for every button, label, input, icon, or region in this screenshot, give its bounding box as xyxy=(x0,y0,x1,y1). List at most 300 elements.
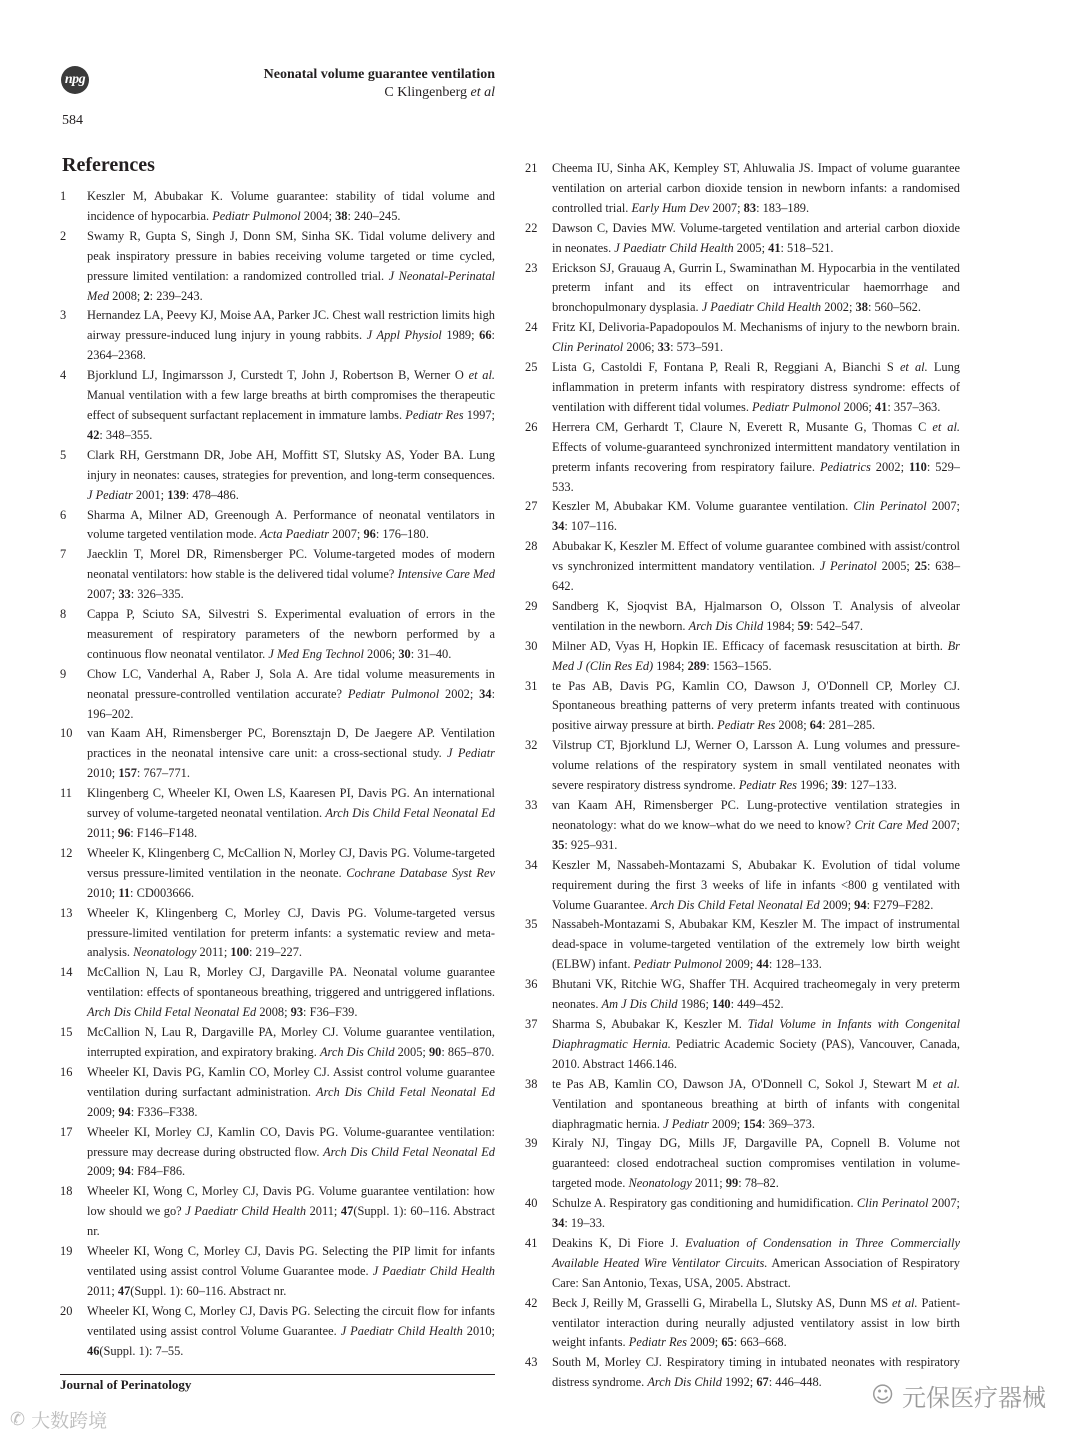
reference-segment: 2008; xyxy=(256,1005,291,1020)
reference-text xyxy=(552,497,960,537)
reference-text xyxy=(87,904,495,964)
reference-italic: J Pediatr xyxy=(663,1116,709,1131)
reference-text xyxy=(552,915,960,975)
reference-italic: J Perinatol xyxy=(819,559,877,574)
reference-volume: 140 xyxy=(712,997,731,1012)
reference-italic: et al. xyxy=(892,1295,918,1310)
references-right-column xyxy=(525,159,960,1393)
reference-text xyxy=(87,1063,495,1123)
watermark-right-text: 元保医疗器械 xyxy=(902,1384,1046,1412)
weibo-icon: ✆ xyxy=(10,1409,26,1430)
reference-volume: 47 xyxy=(340,1204,354,1219)
reference-segment: Milner AD, Vyas H, Hopkin IE. Efficacy of facemask resuscitation at birth. xyxy=(552,638,948,653)
reference-segment: Deakins K, Di Fiore J. xyxy=(552,1235,686,1250)
reference-segment: : 2364–2368. xyxy=(87,328,495,363)
npg-logo: npg xyxy=(61,66,89,94)
reference-number: 43 xyxy=(525,1355,538,1370)
reference-text xyxy=(552,597,960,637)
reference-number: 26 xyxy=(525,419,538,434)
reference-italic: Clin Perinatol xyxy=(552,340,624,355)
reference-text xyxy=(87,1023,495,1063)
reference-number: 1 xyxy=(60,189,67,203)
reference-text xyxy=(552,1194,960,1234)
reference-italic: Pediatr Pulmonol xyxy=(347,686,440,701)
reference-segment: : 529–533. xyxy=(552,459,961,494)
reference-text xyxy=(87,605,495,665)
section-title: References xyxy=(62,154,155,176)
reference-segment: : 542–547. xyxy=(810,618,864,633)
reference-segment: Fritz KI, Delivoria-Papadopoulos M. Mechanisms of injury to the newborn brain. xyxy=(552,320,960,335)
reference-segment: 1992; xyxy=(721,1375,757,1390)
reference-segment: : 865–870. xyxy=(441,1044,495,1059)
reference-segment: Wheeler KI, Morley CJ, Kamlin CO, Davis PG. Volume-guarantee ventilation: pressure may decrease during obstructed flow. xyxy=(87,1124,495,1159)
reference-number: 7 xyxy=(60,547,67,562)
reference-italic: Arch Dis Child xyxy=(647,1375,722,1390)
reference-italic: Pediatr Pulmonol xyxy=(752,399,841,414)
reference-volume: 157 xyxy=(118,766,137,781)
reference-segment: van Kaam AH, Rimensberger PC. Lung-protective ventilation strategies in neonatology: what do we know–what do we need to know? xyxy=(552,798,960,832)
reference-segment: 2007; xyxy=(928,1196,960,1211)
reference-segment: 2011; xyxy=(87,826,118,840)
reference-segment: Klingenberg C, Wheeler KI, Owen LS, Kaaresen PI, Davis PG. An international survey of volume-targeted neonatal ventilation. xyxy=(87,786,495,821)
reference-text xyxy=(552,677,960,737)
reference-segment: 2009; xyxy=(708,1116,744,1131)
reference-item xyxy=(525,497,960,537)
reference-segment: : F36–F39. xyxy=(303,1005,358,1020)
reference-number: 5 xyxy=(60,447,67,462)
reference-italic: et al. xyxy=(932,419,960,434)
reference-segment: : 128–133. xyxy=(768,957,822,972)
reference-segment: 2007; xyxy=(329,527,364,542)
reference-item xyxy=(60,1023,495,1063)
reference-segment: Cappa P, Sciuto SA, Silvestri S. Experimental evaluation of errors in the measurement of respiratory parameters of the newborn performed by a continuous flow neonatal ventilator. xyxy=(87,607,495,661)
reference-segment: : 183–189. xyxy=(756,200,810,215)
reference-italic: Pediatr Pulmonol xyxy=(633,957,722,972)
reference-number: 30 xyxy=(525,638,538,653)
reference-italic: J Med Eng Technol xyxy=(268,646,364,661)
reference-number: 22 xyxy=(525,220,538,235)
reference-segment: Wheeler K, Klingenberg C, Morley CJ, Davis PG. Volume-targeted versus pressure-limited ventilation for preterm infants: a systematic review and meta-analysis. xyxy=(87,905,495,960)
reference-segment: : 478–486. xyxy=(185,487,239,502)
reference-text xyxy=(87,844,495,904)
reference-number: 36 xyxy=(525,977,538,992)
reference-number: 37 xyxy=(525,1016,538,1031)
reference-segment: : 31–40. xyxy=(410,646,452,661)
reference-segment: : 925–931. xyxy=(564,837,618,852)
reference-italic: Intensive Care Med xyxy=(397,567,495,582)
reference-segment: Manual ventilation with a few large breaths at birth compromises the therapeutic effect of subsequent surfactant replacement in immature lambs. xyxy=(87,388,495,422)
reference-segment: 2011; xyxy=(196,945,231,960)
reference-number: 28 xyxy=(525,539,538,554)
reference-segment: 1996; xyxy=(797,778,832,793)
reference-text xyxy=(87,366,495,446)
footer-rule xyxy=(60,1374,495,1375)
reference-item xyxy=(60,665,495,725)
reference-italic: Arch Dis Child Fetal Neonatal Ed xyxy=(325,806,495,821)
reference-segment: 2007; xyxy=(928,817,960,832)
reference-italic: et al. xyxy=(932,1076,961,1091)
reference-volume: 64 xyxy=(809,718,823,733)
reference-segment: Swamy R, Gupta S, Singh J, Donn SM, Sinha SK. Tidal volume delivery and peak inspiratory pressure in babies receiving volume targeted or time cycled, pressure limited ventilation: a randomized controlled trial. xyxy=(87,228,495,283)
reference-number: 4 xyxy=(60,368,67,383)
reference-volume: 65 xyxy=(721,1335,734,1350)
reference-segment: : 767–771. xyxy=(136,766,190,781)
reference-segment: 1984; xyxy=(653,658,688,673)
reference-volume: 44 xyxy=(756,957,769,972)
reference-segment: Clark RH, Gerstmann DR, Jobe AH, Moffitt ST, Slutsky AS, Yoder BA. Lung injury in neonates: causes, strategies for prevention, and long-term consequences. xyxy=(87,447,495,482)
reference-number: 39 xyxy=(525,1136,538,1151)
reference-segment: Keszler M, Abubakar KM. Volume guarantee ventilation. xyxy=(552,499,854,514)
reference-segment: Ventilation and spontaneous breathing at birth of infants with congenital diaphragmatic hernia. xyxy=(552,1096,960,1131)
reference-volume: 83 xyxy=(743,200,757,215)
reference-italic: J Paediatr Child Health xyxy=(614,240,734,255)
reference-item xyxy=(525,537,960,597)
reference-number: 19 xyxy=(60,1244,73,1259)
reference-text xyxy=(552,637,960,677)
reference-segment: : 573–591. xyxy=(670,340,724,355)
reference-italic: Acta Paediatr xyxy=(259,527,330,542)
reference-segment: : 449–452. xyxy=(730,997,784,1012)
reference-segment: : 326–335. xyxy=(130,587,184,602)
reference-number: 34 xyxy=(525,857,538,872)
reference-segment: van Kaam AH, Rimensberger PC, Borensztajn D, De Jaegere AP. Ventilation practices in the neonatal intensive care unit: a cross-sectional study. xyxy=(87,726,495,761)
reference-italic: Cochrane Database Syst Rev xyxy=(346,865,495,880)
reference-segment: : F84–F86. xyxy=(130,1164,186,1179)
reference-segment: : 1563–1565. xyxy=(706,658,772,673)
reference-volume: 93 xyxy=(290,1005,304,1020)
reference-segment: 2006; xyxy=(363,646,399,661)
wechat-icon: ☺ xyxy=(871,1383,894,1408)
reference-segment: Kiraly NJ, Tingay DG, Mills JF, Dargaville PA, Copnell B. Volume not guaranteed: closed endotracheal suction compromises ventilation in volume-targeted mode. xyxy=(552,1136,960,1191)
reference-item xyxy=(60,187,495,227)
reference-text xyxy=(87,1302,495,1362)
reference-text xyxy=(552,318,960,358)
reference-number: 29 xyxy=(525,598,538,613)
reference-segment: : CD003666. xyxy=(130,885,195,900)
reference-segment: 2009; xyxy=(722,957,757,972)
reference-segment: 2002; xyxy=(870,459,909,474)
reference-number: 27 xyxy=(525,499,538,514)
reference-segment: : F146–F148. xyxy=(130,826,198,840)
reference-segment: 2007; xyxy=(87,587,119,602)
reference-italic: Br Med J (Clin Res Ed) xyxy=(552,638,960,673)
reference-item xyxy=(60,506,495,546)
reference-segment: Bjorklund LJ, Ingimarsson J, Curstedt T, John J, Robertson B, Werner O xyxy=(87,368,469,383)
reference-volume: 11 xyxy=(118,885,131,900)
reference-text xyxy=(552,796,960,856)
reference-text xyxy=(552,537,960,597)
watermark-left xyxy=(10,1406,107,1433)
reference-segment: Wheeler KI, Davis PG, Kamlin CO, Morley CJ. Assist control volume guarantee ventilation during surfactant administration. xyxy=(87,1064,495,1099)
reference-segment: Bhutani VK, Ritchie WG, Shaffer TH. Acquired tracheomegaly in very preterm neonates. xyxy=(552,977,960,1012)
reference-segment: : 196–202. xyxy=(87,686,496,721)
reference-item xyxy=(525,915,960,975)
reference-item xyxy=(60,963,495,1023)
author-name: C Klingenberg xyxy=(384,85,467,100)
reference-segment: 2011; xyxy=(87,1283,118,1298)
reference-number: 14 xyxy=(60,965,73,980)
reference-volume: 33 xyxy=(118,587,131,602)
reference-item xyxy=(525,418,960,498)
reference-italic: et al. xyxy=(468,368,495,383)
reference-text xyxy=(87,1182,495,1242)
reference-segment: (Suppl. 1): 7–55. xyxy=(99,1343,184,1358)
reference-item xyxy=(60,366,495,446)
reference-item xyxy=(60,844,495,904)
reference-segment: : 560–562. xyxy=(867,300,921,315)
reference-segment: Jaecklin T, Morel DR, Rimensberger PC. Volume-targeted modes of modern neonatal ventilators: how stable is the delivered tidal volume? xyxy=(87,547,495,582)
reference-text xyxy=(87,446,495,506)
reference-volume: 100 xyxy=(230,945,250,960)
reference-segment: Keszler M, Nassabeh-Montazami S, Abubakar K. Evolution of tidal volume requirement during the first 3 weeks of life in infants <800 g ventilated with Volume Guarantee. xyxy=(552,857,960,912)
reference-volume: 110 xyxy=(908,459,927,474)
reference-item xyxy=(525,856,960,916)
reference-segment: 2001; xyxy=(132,487,168,502)
reference-item xyxy=(525,318,960,358)
reference-number: 25 xyxy=(525,360,538,375)
watermark-left-text: 大数跨境 xyxy=(31,1410,108,1432)
reference-text xyxy=(552,975,960,1015)
reference-segment: Dawson C, Davies MW. Volume-targeted ventilation and arterial carbon dioxide in neonates. xyxy=(552,220,960,255)
reference-item xyxy=(525,1294,960,1354)
reference-italic: Arch Dis Child Fetal Neonatal Ed xyxy=(87,1005,257,1020)
reference-number: 18 xyxy=(60,1184,73,1199)
reference-item xyxy=(60,724,495,784)
reference-text xyxy=(552,1294,960,1354)
reference-volume: 67 xyxy=(756,1375,769,1390)
reference-segment: : 78–82. xyxy=(738,1176,779,1191)
reference-segment: : 638–642. xyxy=(552,559,961,594)
reference-item xyxy=(60,1063,495,1123)
reference-item xyxy=(60,1123,495,1183)
reference-number: 33 xyxy=(525,798,538,812)
reference-text xyxy=(552,259,960,319)
reference-item xyxy=(525,259,960,319)
reference-segment: te Pas AB, Kamlin CO, Dawson JA, O'Donnell C, Sokol J, Stewart M xyxy=(552,1076,933,1091)
reference-segment: Chow LC, Vanderhal A, Raber J, Sola A. Are tidal volume measurements in neonatal pressure-controlled ventilation accurate? xyxy=(87,666,495,701)
reference-number: 42 xyxy=(525,1295,538,1310)
reference-number: 12 xyxy=(60,845,73,860)
reference-segment: 2009; xyxy=(87,1104,119,1119)
reference-italic: Pediatr Res xyxy=(738,778,797,793)
reference-volume: 35 xyxy=(552,837,565,852)
reference-item xyxy=(525,159,960,219)
reference-volume: 34 xyxy=(479,686,492,701)
reference-item xyxy=(525,1194,960,1234)
reference-italic: Tidal Volume in Infants with Congenital Diaphragmatic Hernia. xyxy=(552,1016,961,1051)
reference-segment: 1986; xyxy=(677,997,713,1012)
reference-segment: (Suppl. 1): 60–116. Abstract nr. xyxy=(130,1283,287,1298)
reference-segment: : 127–133. xyxy=(843,778,897,793)
reference-segment: Erickson SJ, Grauaug A, Gurrin L, Swaminathan M. Hypocarbia in the ventilated preterm infant and its effect on intraventricular haemorrhage and bronchopulmonary dysplasia. xyxy=(552,260,960,315)
reference-segment: 2007; xyxy=(709,200,744,215)
reference-item xyxy=(525,796,960,856)
reference-segment: Patient-ventilator interaction during neurally adjusted ventilatory assist in low birth weight infants. xyxy=(552,1295,961,1350)
reference-volume: 96 xyxy=(117,826,131,840)
reference-text xyxy=(87,665,495,725)
reference-text xyxy=(552,1075,960,1135)
reference-number: 31 xyxy=(525,678,538,693)
reference-segment: : F279–F282. xyxy=(866,897,934,912)
reference-text xyxy=(87,506,495,546)
reference-volume: 154 xyxy=(743,1116,762,1131)
reference-volume: 99 xyxy=(725,1176,739,1191)
reference-item xyxy=(525,677,960,737)
reference-segment: McCallion N, Lau R, Dargaville PA, Morley CJ. Volume guarantee ventilation, interrupted expiration, and expiratory braking. xyxy=(87,1025,495,1059)
reference-italic: Pediatr Res xyxy=(717,718,776,733)
reference-segment: Wheeler K, Klingenberg C, McCallion N, Morley CJ, Davis PG. Volume-targeted versus pressure-limited ventilation in the neonate. xyxy=(87,845,495,880)
reference-item xyxy=(525,1015,960,1075)
reference-italic: J Neonatal-Perinatal Med xyxy=(87,268,495,303)
reference-number: 10 xyxy=(60,726,73,741)
reference-italic: Evaluation of Condensation in Three Commercially Available Heated Wire Ventilator Circuits. xyxy=(552,1235,960,1270)
reference-segment: : 663–668. xyxy=(733,1335,787,1350)
reference-segment: Pediatric Academic Society (PAS), Vancouver, Canada, 2010. Abstract 1466.146. xyxy=(552,1036,960,1071)
reference-number: 32 xyxy=(525,738,538,753)
reference-italic: Early Hum Dev xyxy=(631,200,710,215)
reference-italic: J Paediatr Child Health xyxy=(340,1323,463,1338)
reference-segment: : F336–F338. xyxy=(130,1104,198,1119)
reference-segment: : 369–373. xyxy=(761,1116,815,1131)
reference-segment: Hernandez LA, Peevy KJ, Moise AA, Parker JC. Chest wall restriction limits high airway pressure-induced lung injury in young rabbits. xyxy=(87,308,495,343)
reference-item xyxy=(525,1075,960,1135)
reference-segment: : 19–33. xyxy=(564,1216,606,1231)
reference-text xyxy=(552,358,960,418)
reference-volume: 94 xyxy=(118,1164,131,1179)
reference-segment: 2005; xyxy=(733,240,769,255)
reference-italic: Arch Dis Child Fetal Neonatal Ed xyxy=(316,1084,495,1099)
reference-volume: 2 xyxy=(143,288,150,303)
reference-segment: 2004; xyxy=(300,208,336,223)
reference-segment: Schulze A. Respiratory gas conditioning and humidification. xyxy=(552,1196,857,1211)
reference-number: 15 xyxy=(60,1025,73,1040)
reference-volume: 34 xyxy=(552,519,565,534)
reference-segment: 2010; xyxy=(462,1323,495,1338)
reference-volume: 42 xyxy=(87,427,100,442)
running-title: Neonatal volume guarantee ventilation xyxy=(263,67,495,82)
reference-number: 3 xyxy=(60,308,67,323)
reference-text xyxy=(552,856,960,916)
reference-italic: Crit Care Med xyxy=(854,817,929,832)
reference-segment: Lung inflammation in preterm infants with respiratory distress syndrome: effects of ventilation with different tidal volumes. xyxy=(552,360,960,414)
reference-text xyxy=(87,1123,495,1183)
reference-segment: Wheeler KI, Wong C, Morley CJ, Davis PG. Selecting the circuit flow for infants ventilated using assist control Volume Guarantee. xyxy=(87,1303,495,1338)
reference-volume: 66 xyxy=(479,328,492,343)
reference-segment: Abubakar K, Keszler M. Effect of volume guarantee combined with assist/control vs synchronized intermittent mandatory ventilation. xyxy=(552,539,960,574)
reference-volume: 33 xyxy=(657,340,671,355)
running-author xyxy=(384,84,495,101)
reference-segment: : 357–363. xyxy=(887,399,941,414)
reference-text xyxy=(552,219,960,259)
reference-segment: : 518–521. xyxy=(780,240,834,255)
reference-number: 38 xyxy=(525,1076,538,1091)
reference-number: 41 xyxy=(525,1235,538,1250)
reference-item xyxy=(60,227,495,307)
reference-segment: : 239–243. xyxy=(149,288,203,303)
reference-segment: South M, Morley CJ. Respiratory timing in intubated neonates with respiratory distress syndrome. xyxy=(552,1355,960,1390)
reference-segment: : 446–448. xyxy=(768,1375,822,1390)
reference-segment: Beck J, Reilly M, Grasselli G, Mirabella L, Slutsky AS, Dunn MS xyxy=(552,1295,893,1310)
reference-italic: Am J Dis Child xyxy=(601,997,678,1012)
reference-segment: Cheema IU, Sinha AK, Kempley ST, Ahluwalia JS. Impact of volume guarantee ventilation on arterial carbon dioxide tension in newborn infants: a randomised controlled trial. xyxy=(552,161,960,215)
reference-segment: Wheeler KI, Wong C, Morley CJ, Davis PG. Volume guarantee ventilation: how low should we go? xyxy=(87,1184,495,1219)
reference-number: 23 xyxy=(525,260,538,275)
page-number: 584 xyxy=(62,113,83,128)
reference-italic: Clin Perinatol xyxy=(856,1196,929,1211)
reference-text xyxy=(87,187,495,227)
reference-segment: 2009; xyxy=(686,1335,722,1350)
reference-segment: Sharma A, Milner AD, Greenough A. Performance of neonatal ventilators in volume targeted ventilation mode. xyxy=(87,507,495,542)
reference-number: 13 xyxy=(60,905,73,920)
reference-italic: Arch Dis Child Fetal Neonatal Ed xyxy=(323,1144,495,1159)
reference-volume: 39 xyxy=(831,778,844,793)
reference-volume: 41 xyxy=(768,240,781,255)
reference-segment: 1989; xyxy=(441,328,480,343)
reference-text xyxy=(552,418,960,498)
reference-segment: 2010; xyxy=(87,885,119,900)
reference-item xyxy=(60,1302,495,1362)
reference-number: 40 xyxy=(525,1196,538,1211)
reference-volume: 289 xyxy=(687,658,707,673)
reference-number: 17 xyxy=(60,1124,73,1139)
reference-number: 35 xyxy=(525,917,538,932)
reference-italic: Clin Perinatol xyxy=(853,499,927,514)
reference-volume: 41 xyxy=(874,399,888,414)
reference-segment: : 281–285. xyxy=(822,718,876,733)
reference-item xyxy=(525,358,960,418)
reference-item xyxy=(60,1242,495,1302)
reference-item xyxy=(60,605,495,665)
reference-italic: Pediatrics xyxy=(819,459,871,474)
reference-item xyxy=(60,1182,495,1242)
reference-italic: Arch Dis Child xyxy=(319,1044,395,1059)
reference-italic: J Paediatr Child Health xyxy=(701,300,822,315)
reference-number: 11 xyxy=(60,786,72,801)
reference-segment: 2002; xyxy=(821,300,856,315)
reference-italic: J Paediatr Child Health xyxy=(372,1263,496,1278)
reference-volume: 25 xyxy=(914,559,928,574)
reference-item xyxy=(525,975,960,1015)
reference-segment: 2009; xyxy=(819,897,855,912)
reference-segment: : 107–116. xyxy=(564,519,617,534)
reference-text xyxy=(87,963,495,1023)
reference-text xyxy=(87,545,495,605)
reference-italic: Arch Dis Child Fetal Neonatal Ed xyxy=(650,897,820,912)
reference-segment: American Association of Respiratory Care: San Antonio, Texas, USA, 2005. Abstract. xyxy=(552,1255,960,1290)
reference-volume: 94 xyxy=(118,1104,131,1119)
reference-segment: 2005; xyxy=(394,1044,429,1059)
reference-volume: 34 xyxy=(552,1216,565,1231)
reference-text xyxy=(552,1015,960,1075)
reference-segment: 1997; xyxy=(463,407,496,422)
reference-segment: 2008; xyxy=(775,718,810,733)
reference-volume: 47 xyxy=(117,1283,131,1298)
references-left-column xyxy=(60,187,495,1361)
reference-segment: Sharma S, Abubakar K, Keszler M. xyxy=(552,1016,748,1031)
reference-item xyxy=(60,784,495,844)
reference-italic: Neonatology xyxy=(133,945,197,960)
reference-volume: 94 xyxy=(854,897,867,912)
reference-number: 20 xyxy=(60,1303,73,1318)
reference-segment: : 348–355. xyxy=(99,427,153,442)
reference-item xyxy=(60,904,495,964)
reference-italic: J Paediatr Child Health xyxy=(185,1204,307,1219)
reference-volume: 30 xyxy=(398,646,411,661)
reference-number: 8 xyxy=(60,607,67,622)
reference-text xyxy=(87,306,495,366)
reference-segment: Effects of volume-guaranteed synchronized intermittent mandatory ventilation in preterm infants recovering from respiratory failure. xyxy=(552,439,960,474)
reference-segment: 2010; xyxy=(87,766,119,781)
